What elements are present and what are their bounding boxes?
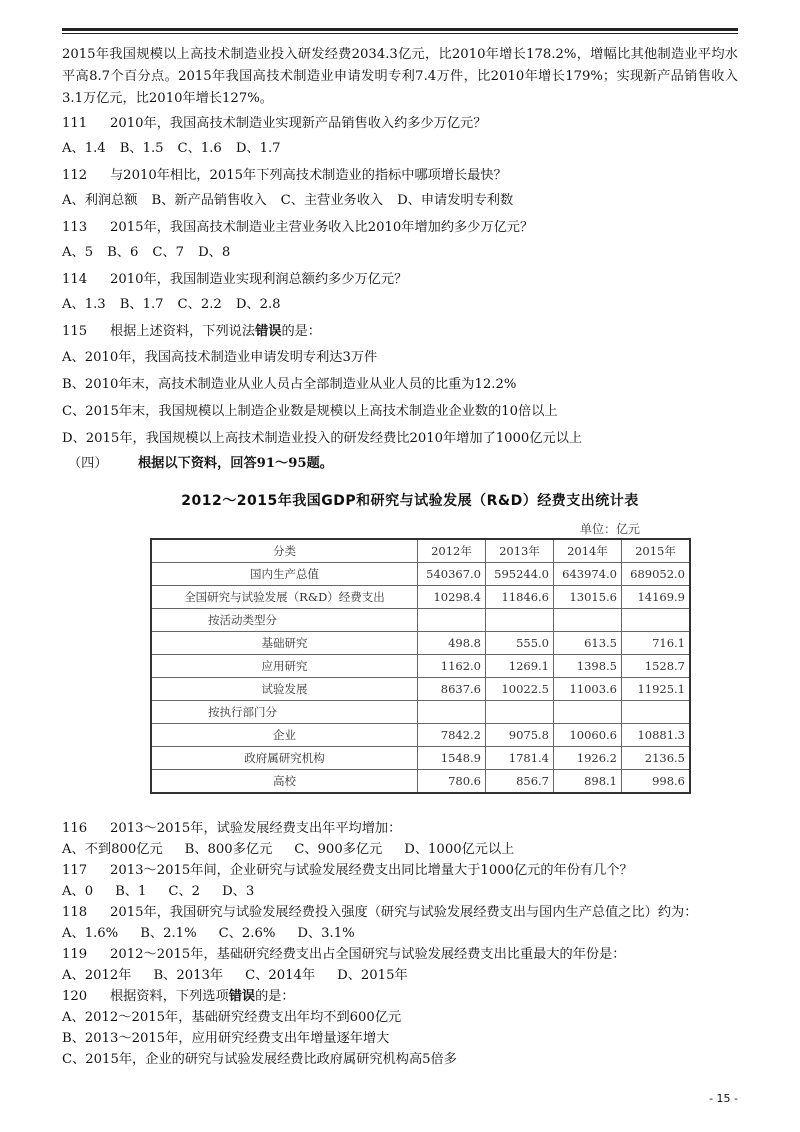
options-117: A、0 B、1 C、2 D、3 (62, 884, 255, 899)
table-cell: 998.6 (622, 770, 691, 794)
table-cell: 2136.5 (622, 747, 691, 770)
options-114: A、1.3 B、1.7 C、2.2 D、2.8 (62, 297, 281, 312)
table-header-row (151, 539, 690, 563)
header-rule-thin (62, 33, 738, 34)
table-cell: 10022.5 (486, 678, 554, 701)
table-cell (622, 701, 691, 724)
table-cell: 11925.1 (622, 678, 691, 701)
table-row (151, 563, 690, 586)
table-header-cell: 2015年 (622, 539, 691, 563)
table-cell: 1926.2 (554, 747, 622, 770)
table-row (151, 655, 690, 678)
section-header: （四） 根据以下资料，回答91～95题。 (68, 456, 333, 471)
table-cell (486, 701, 554, 724)
statement-115-b: B、2010年末，高技术制造业从业人员占全部制造业从业人员的比重为12.2% (62, 377, 517, 392)
table-header-cell: 2013年 (486, 539, 554, 563)
table-row (151, 632, 690, 655)
table-cell: 1781.4 (486, 747, 554, 770)
options-118: A、1.6% B、2.1% C、2.6% D、3.1% (62, 926, 355, 941)
question-116: 116 2013～2015年，试验发展经费支出年平均增加： (62, 821, 402, 836)
table-cell: 1548.9 (418, 747, 486, 770)
table-unit: 单位：亿元 (579, 522, 640, 536)
question-114: 114 2010年，我国制造业实现利润总额约多少万亿元？ (62, 272, 408, 287)
options-119: A、2012年 B、2013年 C、2014年 D、2015年 (62, 968, 408, 983)
question-113: 113 2015年，我国高技术制造业主营业务收入比2010年增加约多少万亿元？ (62, 220, 534, 235)
table-cell: 9075.8 (486, 724, 554, 747)
table-cell: 1528.7 (622, 655, 691, 678)
statement-115-a: A、2010年，我国高技术制造业申请发明专利达3万件 (62, 350, 378, 365)
table-header-cell: 分类 (151, 539, 418, 563)
options-111: A、1.4 B、1.5 C、1.6 D、1.7 (62, 141, 281, 156)
table-cell: 856.7 (486, 770, 554, 794)
table-cell: 555.0 (486, 632, 554, 655)
table-cell: 1162.0 (418, 655, 486, 678)
statement-120-a: A、2012～2015年，基础研究经费支出年均不到600亿元 (62, 1010, 402, 1025)
rd-table-block (62, 490, 738, 806)
table-row (151, 609, 690, 632)
table-cell: 498.8 (418, 632, 486, 655)
question-group-2 (62, 818, 738, 1070)
options-113: A、5 B、6 C、7 D、8 (62, 245, 231, 260)
table-row-label: 高校 (151, 770, 418, 794)
table-row (151, 747, 690, 770)
statement-120-b: B、2013～2015年，应用研究经费支出年增量逐年增大 (62, 1031, 390, 1046)
table-row-label: 试验发展 (151, 678, 418, 701)
table-cell: 898.1 (554, 770, 622, 794)
table-header-cell: 2012年 (418, 539, 486, 563)
table-cell: 14169.9 (622, 586, 691, 609)
table-cell: 716.1 (622, 632, 691, 655)
table-row (151, 770, 690, 794)
table-cell (418, 609, 486, 632)
table-cell: 780.6 (418, 770, 486, 794)
table-row (151, 678, 690, 701)
options-116: A、不到800亿元 B、800多亿元 C、900多亿元 D、1000亿元以上 (62, 842, 515, 857)
table-row (151, 724, 690, 747)
intro-paragraph: 2015年我国规模以上高技术制造业投入研发经费2034.3亿元，比2010年增长178.2%，增幅比其他制造业平均水平高8.7个百分点。2015年我国高技术制造业申请发明专利7.4万件，比2010年增长179%；实现新产品销售收入3.1万亿元，比2010年增长127%。 (62, 47, 738, 106)
question-112: 112 与2010年相比，2015年下列高技术制造业的指标中哪项增长最快？ (62, 168, 507, 183)
table-row-label: 按活动类型分 (151, 609, 418, 632)
question-111: 111 2010年，我国高技术制造业实现新产品销售收入约多少万亿元？ (62, 116, 487, 131)
question-117: 117 2013～2015年间，企业研究与试验发展经费支出同比增量大于1000亿元的年份有几个？ (62, 863, 633, 878)
table-cell: 13015.6 (554, 586, 622, 609)
table-cell (486, 609, 554, 632)
question-118: 118 2015年，我国研究与试验发展经费投入强度（研究与试验发展经费支出与国内生产总值之比）约为： (62, 905, 698, 920)
table-cell: 689052.0 (622, 563, 691, 586)
table-cell: 11003.6 (554, 678, 622, 701)
table-cell: 7842.2 (418, 724, 486, 747)
table-cell: 10298.4 (418, 586, 486, 609)
table-cell: 10060.6 (554, 724, 622, 747)
page-number: - 15 - (709, 1092, 738, 1105)
table-cell (418, 701, 486, 724)
statement-115-c: C、2015年末，我国规模以上制造企业数是规模以上高技术制造业企业数的10倍以上 (62, 404, 558, 419)
table-row-label: 政府属研究机构 (151, 747, 418, 770)
table-cell: 595244.0 (486, 563, 554, 586)
options-112: A、利润总额 B、新产品销售收入 C、主营业务收入 D、申请发明专利数 (62, 193, 514, 208)
page-content (62, 44, 738, 1070)
table-row-label: 按执行部门分 (151, 701, 418, 724)
table-cell: 643974.0 (554, 563, 622, 586)
table-cell (622, 609, 691, 632)
table-title: 2012～2015年我国GDP和研究与试验发展（R&D）经费支出统计表 (181, 493, 639, 509)
statement-115-d: D、2015年，我国规模以上高技术制造业投入的研发经费比2010年增加了1000亿元以上 (62, 431, 583, 446)
table-row-label: 国内生产总值 (151, 563, 418, 586)
table-cell: 1398.5 (554, 655, 622, 678)
table-cell: 11846.6 (486, 586, 554, 609)
table-row-label: 应用研究 (151, 655, 418, 678)
table-row (151, 586, 690, 609)
rd-statistics-table (150, 538, 691, 794)
question-120: 120 根据资料，下列选项错误的是： (62, 989, 295, 1004)
table-cell (554, 701, 622, 724)
table-row-label: 企业 (151, 724, 418, 747)
table-cell (554, 609, 622, 632)
table-cell: 540367.0 (418, 563, 486, 586)
table-cell: 1269.1 (486, 655, 554, 678)
table-header-cell: 2014年 (554, 539, 622, 563)
table-row-label: 全国研究与试验发展（R&D）经费支出 (151, 586, 418, 609)
statement-120-c: C、2015年，企业的研究与试验发展经费比政府属研究机构高5倍多 (62, 1052, 457, 1067)
table-row (151, 701, 690, 724)
table-row-label: 基础研究 (151, 632, 418, 655)
question-119: 119 2012～2015年，基础研究经费支出占全国研究与试验发展经费支出比重最大的年份是： (62, 947, 626, 962)
table-cell: 613.5 (554, 632, 622, 655)
table-cell: 8637.6 (418, 678, 486, 701)
header-rule-thick (62, 28, 738, 31)
question-115: 115 根据上述资料，下列说法错误的是： (62, 324, 321, 339)
table-cell: 10881.3 (622, 724, 691, 747)
